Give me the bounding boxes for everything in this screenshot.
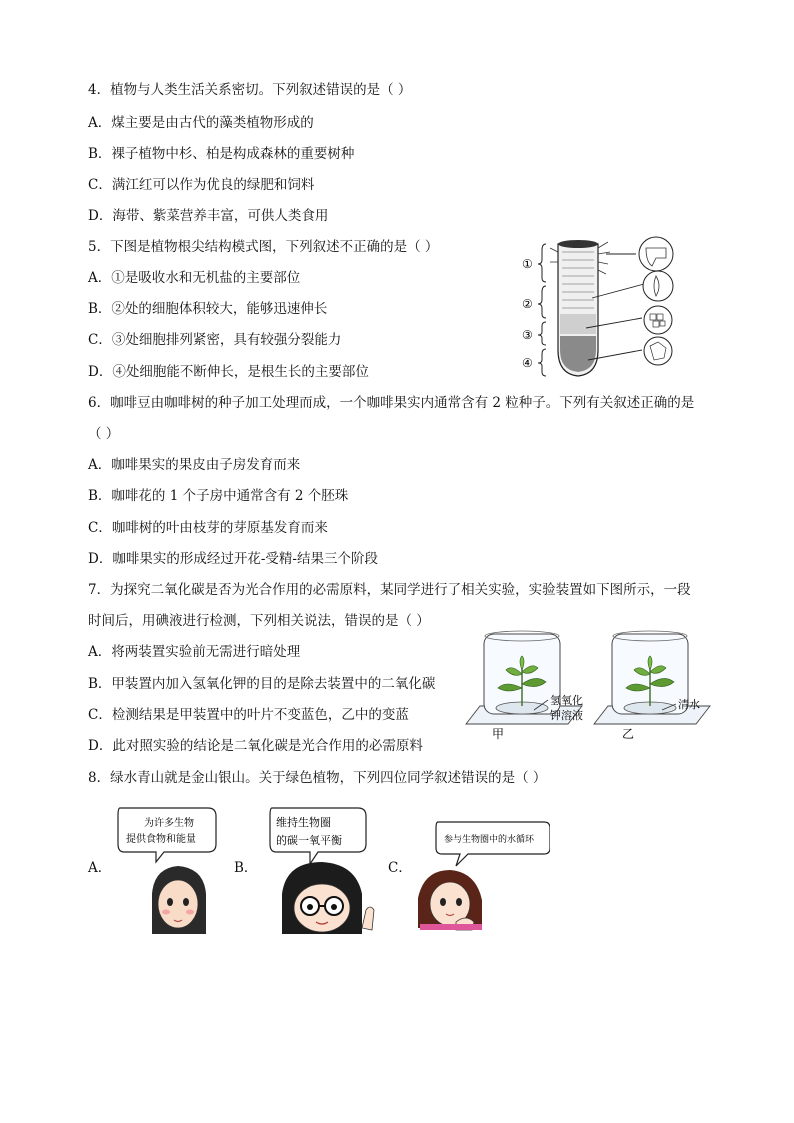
q6-option-a: A．咖啡果实的果皮由子房发育而来	[88, 457, 301, 473]
koh-label-line1: 氢氧化	[550, 694, 583, 707]
q6-stem-line2: （ ）	[88, 426, 120, 442]
bubble-a-line1: 为许多生物	[144, 818, 194, 829]
cartoon-student-c	[410, 818, 550, 943]
cartoon-student-b	[266, 804, 386, 934]
root-label-2: ②	[522, 297, 533, 311]
q4-option-c: C．满江红可以作为优良的绿肥和饲料	[88, 177, 315, 193]
q7-option-b: B．甲装置内加入氢氧化钾的目的是除去装置中的二氧化碳	[88, 676, 436, 692]
q5-stem: 5．下图是植物根尖结构模式图，下列叙述不正确的是（ ）	[88, 239, 439, 255]
cartoon-student-a	[112, 804, 222, 934]
q8-option-c-label: C．	[388, 860, 412, 876]
q8-stem: 8．绿水青山就是金山银山。关于绿色植物，下列四位同学叙述错误的是（ ）	[88, 770, 547, 786]
q4-option-d: D．海带、紫菜营养丰富，可供人类食用	[88, 208, 329, 224]
q6-stem-line1: 6．咖啡豆由咖啡树的种子加工处理而成，一个咖啡果实内通常含有 2 粒种子。下列有关叙述正确的是	[88, 395, 695, 411]
bubble-a-line2: 提供食物和能量	[126, 834, 196, 845]
jar-label-yi: 乙	[622, 727, 635, 741]
root-label-1: ①	[522, 257, 533, 271]
q4-stem: 4．植物与人类生活关系密切。下列叙述错误的是（ ）	[88, 82, 412, 98]
q7-stem-line2: 时间后，用碘液进行检测，下列相关说法，错误的是（ ）	[88, 613, 430, 629]
q6-option-d: D．咖啡果实的形成经过开花-受精-结果三个阶段	[88, 551, 378, 567]
q7-option-a: A．将两装置实验前无需进行暗处理	[88, 644, 301, 660]
jar-label-jia: 甲	[492, 727, 505, 741]
q8-option-b-label: B．	[234, 860, 258, 876]
q5-option-a: A．①是吸收水和无机盐的主要部位	[88, 270, 301, 286]
root-tip-figure	[516, 232, 686, 382]
q5-option-b: B．②处的细胞体积较大，能够迅速伸长	[88, 301, 328, 317]
q7-option-d: D．此对照实验的结论是二氧化碳是光合作用的必需原料	[88, 738, 423, 754]
q7-option-c: C．检测结果是甲装置中的叶片不变蓝色，乙中的变蓝	[88, 707, 409, 723]
bubble-c-text: 参与生物圈中的水循环	[444, 835, 535, 845]
koh-label-line2: 钾溶液	[550, 709, 583, 722]
root-label-4: ④	[522, 356, 533, 370]
q4-option-a: A．煤主要是由古代的藻类植物形成的	[88, 115, 314, 131]
q6-option-b: B．咖啡花的 1 个子房中通常含有 2 个胚珠	[88, 488, 349, 504]
q7-stem-line1: 7．为探究二氧化碳是否为光合作用的必需原料，某同学进行了相关实验，实验装置如下图所示，一段	[88, 582, 691, 598]
bell-jar-experiment-figure	[462, 628, 712, 743]
bubble-b-line1: 维持生物圈	[276, 816, 331, 829]
q4-option-b: B．裸子植物中杉、柏是构成森林的重要树种	[88, 146, 355, 162]
root-label-3: ③	[522, 328, 533, 342]
water-label: 清水	[678, 698, 700, 711]
q6-option-c: C．咖啡树的叶由枝芽的芽原基发育而来	[88, 520, 328, 536]
bubble-b-line2: 的碳一氧平衡	[276, 834, 342, 847]
q8-option-a-label: A．	[88, 860, 112, 876]
q5-option-c: C．③处细胞排列紧密，具有较强分裂能力	[88, 332, 342, 348]
q5-option-d: D．④处细胞能不断伸长，是根生长的主要部位	[88, 364, 369, 380]
